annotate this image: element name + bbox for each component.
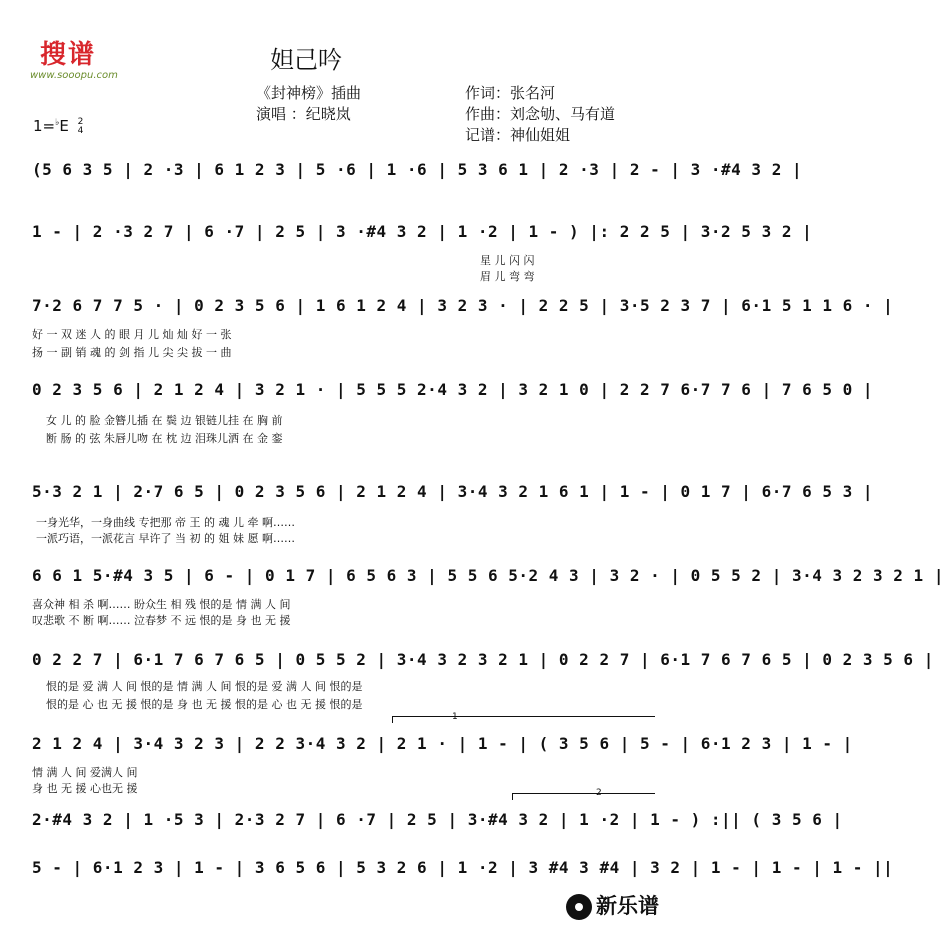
- time-top: 2: [77, 116, 84, 127]
- song-singer: 演唱 ：纪晓岚: [256, 105, 351, 123]
- song-source: 《封神榜》插曲: [256, 84, 362, 102]
- volta-number-1: 1: [452, 712, 458, 722]
- lyric-line: 情 满 人 间 爱满人 间: [32, 766, 138, 779]
- lyric-line: 扬 一 副 销 魂 的 剑 指 儿 尖 尖 拔 一 曲: [32, 346, 232, 359]
- score-row: 1 - | 2 ·3 2 7 | 6 ·7 | 2 5 | 3 ·#4 3 2 | 1 ·2 | 1 - ) |: 2 2 5 | 3·2 5 3 2 |: [32, 222, 813, 241]
- key-note: E: [59, 117, 69, 135]
- lyric-line: 女 儿 的 脸 金簪儿插 在 鬓 边 银链儿挂 在 胸 前: [46, 414, 283, 427]
- score-row: 2 1 2 4 | 3·4 3 2 3 | 2 2 3·4 3 2 | 2 1 · | 1 - | ( 3 5 6 | 5 - | 6·1 2 3 | 1 - |: [32, 734, 853, 753]
- lyric-line: 眉 儿 弯 弯: [480, 270, 535, 283]
- record-disc-icon: [566, 894, 592, 920]
- lyric-line: 一派巧语，一派花言 早许了 当 初 的 姐 妹 愿 啊……: [36, 532, 295, 545]
- song-title: 妲己吟: [270, 46, 342, 74]
- time-signature: [78, 118, 84, 136]
- lyric-line: 断 肠 的 弦 朱唇儿吻 在 枕 边 泪珠儿洒 在 金 銮: [46, 432, 283, 445]
- score-row: 0 2 2 7 | 6·1 7 6 7 6 5 | 0 5 5 2 | 3·4 3 2 3 2 1 | 0 2 2 7 | 6·1 7 6 7 6 5 | 0 2 3 5 6 |: [32, 650, 934, 669]
- score-row: (5 6 3 5 | 2 ·3 | 6 1 2 3 | 5 ·6 | 1 ·6 | 5 3 6 1 | 2 ·3 | 2 - | 3 ·#4 3 2 |: [32, 160, 803, 179]
- score-row: 5 - | 6·1 2 3 | 1 - | 3 6 5 6 | 5 3 2 6 | 1 ·2 | 3 #4 3 #4 | 3 2 | 1 - | 1 - | 1 - ||: [32, 858, 894, 877]
- lyric-line: 好 一 双 迷 人 的 眼 月 儿 灿 灿 好 一 张: [32, 328, 232, 341]
- footer-logo-text: 新乐谱: [596, 894, 659, 918]
- volta-bracket-2: [512, 793, 655, 800]
- key-prefix: 1=: [33, 117, 56, 135]
- site-logo: [40, 34, 96, 71]
- site-logo-text: 搜谱: [40, 40, 97, 70]
- song-composer: 作曲：刘念劬、马有道: [465, 105, 616, 123]
- time-bottom: 4: [77, 125, 84, 136]
- key-signature: [33, 117, 83, 136]
- lyric-line: 身 也 无 援 心也无 援: [32, 782, 138, 795]
- lyric-line: 星 儿 闪 闪: [480, 254, 535, 267]
- lyric-line: 一身光华，一身曲线 专把那 帝 王 的 魂 儿 牵 啊……: [36, 516, 295, 529]
- score-row: 5·3 2 1 | 2·7 6 5 | 0 2 3 5 6 | 2 1 2 4 | 3·4 3 2 1 6 1 | 1 - | 0 1 7 | 6·7 6 5 3 |: [32, 482, 874, 501]
- score-row: 7·2 6 7 7 5 · | 0 2 3 5 6 | 1 6 1 2 4 | 3 2 3 · | 2 2 5 | 3·5 2 3 7 | 6·1 5 1 1 6 · |: [32, 296, 894, 315]
- lyric-line: 叹悲歌 不 断 啊…… 泣春梦 不 远 恨的是 身 也 无 援: [32, 614, 291, 627]
- footer-logo: [566, 890, 659, 920]
- score-row: 6 6 1 5·#4 3 5 | 6 - | 0 1 7 | 6 5 6 3 | 5 5 6 5·2 4 3 | 3 2 · | 0 5 5 2 | 3·4 3 2 3 2 1 |: [32, 566, 944, 585]
- song-transcriber: 记谱：神仙姐姐: [465, 126, 571, 144]
- song-lyricist: 作词：张名河: [465, 84, 556, 102]
- lyric-line: 恨的是 心 也 无 援 恨的是 身 也 无 援 恨的是 心 也 无 援 恨的是: [46, 698, 363, 711]
- score-row: 0 2 3 5 6 | 2 1 2 4 | 3 2 1 · | 5 5 5 2·4 3 2 | 3 2 1 0 | 2 2 7 6·7 7 6 | 7 6 5 0 |: [32, 380, 874, 399]
- lyric-line: 恨的是 爱 满 人 间 恨的是 情 满 人 间 恨的是 爱 满 人 间 恨的是: [46, 680, 363, 693]
- lyric-line: 喜众神 相 杀 啊…… 盼众生 相 残 恨的是 情 满 人 间: [32, 598, 291, 611]
- key-flat: ♭: [55, 118, 60, 128]
- site-url: www.sooopu.com: [30, 70, 118, 81]
- score-row: 2·#4 3 2 | 1 ·5 3 | 2·3 2 7 | 6 ·7 | 2 5 | 3·#4 3 2 | 1 ·2 | 1 - ) :|| ( 3 5 6 |: [32, 810, 843, 829]
- volta-number-2: 2: [596, 788, 602, 798]
- volta-bracket-1: [392, 716, 655, 723]
